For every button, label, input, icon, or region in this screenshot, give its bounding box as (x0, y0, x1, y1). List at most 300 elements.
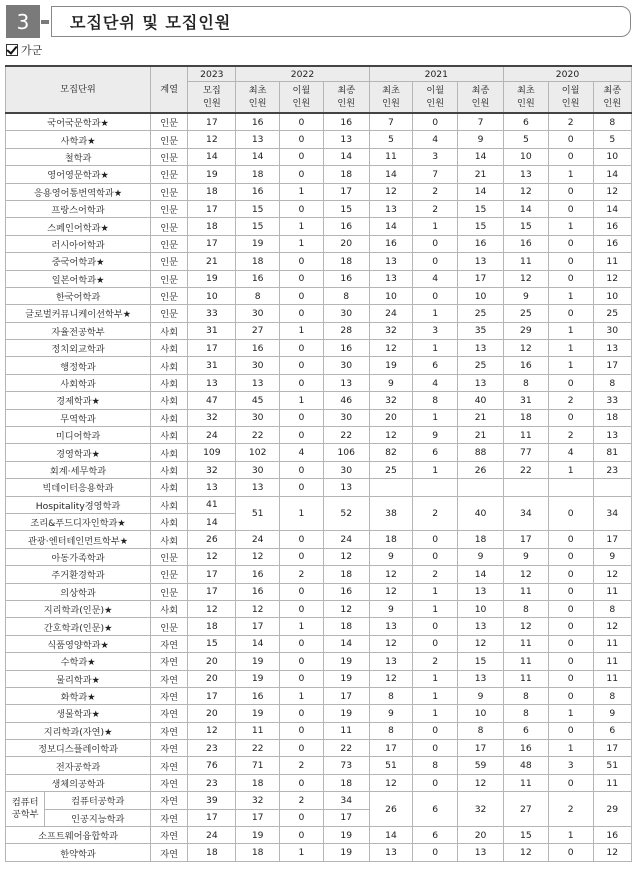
field-cell: 사회 (151, 357, 188, 374)
header-2020-carry: 이월 인원 (548, 82, 593, 114)
value-cell: 25 (593, 305, 631, 322)
value-cell: 12 (369, 774, 413, 791)
value-cell: 39 (188, 792, 236, 809)
value-cell: 18 (236, 774, 280, 791)
header-year-2021: 2021 (369, 66, 503, 82)
field-cell: 인문 (151, 183, 188, 200)
value-cell: 12 (369, 183, 413, 200)
value-cell: 8 (458, 722, 504, 739)
value-cell: 9 (458, 548, 504, 565)
value-cell: 22 (236, 740, 280, 757)
value-cell: 33 (593, 392, 631, 409)
value-cell: 1 (413, 670, 458, 687)
value-cell: 2 (280, 566, 324, 583)
value-cell: 16 (323, 270, 369, 287)
table-row (6, 253, 632, 270)
value-cell: 9 (369, 548, 413, 565)
value-cell: 13 (369, 618, 413, 635)
value-cell: 81 (593, 444, 631, 461)
value-cell: 21 (458, 427, 504, 444)
table-row (6, 374, 632, 391)
unit-cell: 경영학과★ (6, 444, 151, 461)
field-cell: 인문 (151, 548, 188, 565)
value-cell: 13 (458, 583, 504, 600)
value-cell: 32 (188, 409, 236, 426)
value-cell: 6 (413, 792, 458, 827)
value-cell: 13 (458, 253, 504, 270)
value-cell: 17 (323, 809, 369, 826)
value-cell: 6 (503, 722, 548, 739)
value-cell (593, 479, 631, 496)
value-cell: 15 (458, 218, 504, 235)
value-cell: 11 (323, 722, 369, 739)
unit-cell: 간호학과(인문)★ (6, 618, 151, 635)
value-cell: 1 (548, 357, 593, 374)
value-cell: 0 (280, 253, 324, 270)
value-cell: 82 (369, 444, 413, 461)
value-cell: 16 (503, 357, 548, 374)
value-cell: 19 (369, 357, 413, 374)
value-cell: 17 (188, 113, 236, 131)
table-row (6, 392, 632, 409)
value-cell: 106 (323, 444, 369, 461)
field-cell: 자연 (151, 740, 188, 757)
value-cell: 10 (188, 287, 236, 304)
unit-cell: 물리학과★ (6, 670, 151, 687)
value-cell: 0 (413, 774, 458, 791)
value-cell: 10 (593, 148, 631, 165)
value-cell: 19 (236, 705, 280, 722)
value-cell: 0 (413, 235, 458, 252)
value-cell (369, 479, 413, 496)
table-row (6, 357, 632, 374)
value-cell: 8 (503, 374, 548, 391)
value-cell: 12 (593, 183, 631, 200)
value-cell: 2 (548, 392, 593, 409)
value-cell: 9 (503, 287, 548, 304)
table-row (6, 792, 632, 809)
value-cell: 16 (323, 583, 369, 600)
value-cell: 0 (413, 548, 458, 565)
value-cell: 16 (323, 340, 369, 357)
table-row (6, 461, 632, 478)
table-row (6, 740, 632, 757)
value-cell: 17 (593, 531, 631, 548)
header-2021-carry: 이월 인원 (413, 82, 458, 114)
value-cell: 38 (369, 496, 413, 531)
value-cell: 1 (548, 705, 593, 722)
value-cell: 11 (503, 253, 548, 270)
unit-cell: 생체의공학과 (6, 774, 151, 791)
field-cell: 자연 (151, 757, 188, 774)
value-cell: 8 (593, 687, 631, 704)
value-cell: 15 (458, 200, 504, 217)
unit-cell: 자율전공학부 (6, 322, 151, 339)
value-cell: 8 (503, 687, 548, 704)
value-cell: 18 (369, 531, 413, 548)
value-cell: 0 (280, 200, 324, 217)
value-cell: 0 (548, 618, 593, 635)
section-title-box (51, 6, 631, 37)
unit-cell: 화학과★ (6, 687, 151, 704)
value-cell: 12 (188, 548, 236, 565)
value-cell: 0 (280, 600, 324, 617)
table-row (6, 583, 632, 600)
value-cell: 26 (458, 461, 504, 478)
table-row (6, 566, 632, 583)
value-cell: 8 (593, 113, 631, 131)
value-cell: 18 (236, 844, 280, 861)
field-cell: 인문 (151, 253, 188, 270)
value-cell: 0 (413, 113, 458, 131)
value-cell: 0 (280, 166, 324, 183)
value-cell: 18 (323, 253, 369, 270)
value-cell: 2 (413, 566, 458, 583)
value-cell: 0 (548, 844, 593, 861)
value-cell: 13 (458, 670, 504, 687)
value-cell: 29 (503, 322, 548, 339)
field-cell: 인문 (151, 618, 188, 635)
value-cell: 17 (188, 566, 236, 583)
value-cell: 0 (280, 113, 324, 131)
table-row (6, 844, 632, 861)
value-cell: 17 (458, 740, 504, 757)
field-cell: 인문 (151, 566, 188, 583)
value-cell: 1 (548, 827, 593, 844)
value-cell: 14 (369, 827, 413, 844)
unit-cell: 한국어학과 (6, 287, 151, 304)
field-cell: 사회 (151, 479, 188, 496)
value-cell: 12 (369, 583, 413, 600)
value-cell: 0 (280, 287, 324, 304)
value-cell: 0 (548, 687, 593, 704)
value-cell: 15 (458, 653, 504, 670)
value-cell: 12 (503, 566, 548, 583)
value-cell: 18 (188, 218, 236, 235)
value-cell: 17 (593, 357, 631, 374)
value-cell: 51 (593, 757, 631, 774)
field-cell: 인문 (151, 148, 188, 165)
unit-cell: 응용영어통번역학과★ (6, 183, 151, 200)
value-cell: 18 (188, 183, 236, 200)
value-cell: 18 (503, 409, 548, 426)
value-cell: 12 (236, 600, 280, 617)
value-cell: 19 (323, 653, 369, 670)
value-cell: 20 (188, 653, 236, 670)
value-cell: 8 (503, 600, 548, 617)
unit-cell: 주거환경학과 (6, 566, 151, 583)
header-year-2022: 2022 (236, 66, 369, 82)
value-cell: 0 (548, 531, 593, 548)
value-cell: 3 (413, 322, 458, 339)
field-cell: 인문 (151, 113, 188, 131)
value-cell: 14 (188, 148, 236, 165)
unit-cell: 회계·세무학과 (6, 461, 151, 478)
value-cell: 30 (593, 322, 631, 339)
value-cell: 13 (369, 270, 413, 287)
unit-cell: 관광·엔터테인먼트학부★ (6, 531, 151, 548)
value-cell: 3 (413, 148, 458, 165)
header-2022-final: 최종 인원 (323, 82, 369, 114)
value-cell: 13 (458, 618, 504, 635)
value-cell: 13 (369, 253, 413, 270)
value-cell: 1 (280, 496, 324, 531)
value-cell: 13 (458, 340, 504, 357)
value-cell: 10 (458, 287, 504, 304)
value-cell: 11 (369, 148, 413, 165)
value-cell: 35 (458, 322, 504, 339)
table-row (6, 235, 632, 252)
value-cell: 30 (323, 357, 369, 374)
field-cell: 사회 (151, 461, 188, 478)
value-cell: 25 (369, 461, 413, 478)
value-cell: 4 (413, 270, 458, 287)
value-cell: 1 (280, 618, 324, 635)
value-cell: 1 (280, 218, 324, 235)
value-cell: 20 (323, 235, 369, 252)
field-cell: 사회 (151, 496, 188, 513)
group-cell: 컴퓨터 공학부 (6, 792, 45, 827)
value-cell: 2 (548, 113, 593, 131)
value-cell: 0 (280, 357, 324, 374)
unit-cell: 수학과★ (6, 653, 151, 670)
value-cell: 17 (323, 687, 369, 704)
value-cell: 14 (593, 166, 631, 183)
value-cell: 16 (323, 113, 369, 131)
header-2022-carry: 이월 인원 (280, 82, 324, 114)
header-year-2023: 2023 (188, 66, 236, 82)
value-cell: 20 (458, 827, 504, 844)
table-row (6, 827, 632, 844)
table-row (6, 166, 632, 183)
value-cell: 14 (236, 148, 280, 165)
value-cell: 40 (458, 496, 504, 531)
value-cell: 2 (413, 183, 458, 200)
header-row-years (6, 66, 632, 82)
field-cell: 자연 (151, 653, 188, 670)
value-cell: 20 (188, 705, 236, 722)
value-cell: 77 (503, 444, 548, 461)
value-cell: 22 (236, 427, 280, 444)
value-cell: 12 (369, 670, 413, 687)
header-unit: 모집단위 (6, 66, 151, 113)
value-cell: 27 (236, 322, 280, 339)
value-cell: 0 (280, 461, 324, 478)
unit-cell: 빅데이터응용학과 (6, 479, 151, 496)
value-cell: 9 (593, 705, 631, 722)
field-cell: 사회 (151, 409, 188, 426)
value-cell: 1 (280, 392, 324, 409)
value-cell: 102 (236, 444, 280, 461)
table-row (6, 148, 632, 165)
value-cell: 11 (593, 653, 631, 670)
table-row (6, 635, 632, 652)
value-cell: 16 (236, 113, 280, 131)
table-row (6, 218, 632, 235)
value-cell: 8 (413, 757, 458, 774)
header-2021-initial: 최초 인원 (369, 82, 413, 114)
value-cell: 9 (369, 600, 413, 617)
value-cell: 0 (548, 131, 593, 148)
value-cell: 45 (236, 392, 280, 409)
value-cell: 10 (458, 600, 504, 617)
unit-cell: 정보디스플레이학과 (6, 740, 151, 757)
value-cell: 12 (236, 548, 280, 565)
value-cell: 2 (413, 496, 458, 531)
unit-cell: 영어영문학과★ (6, 166, 151, 183)
value-cell: 18 (323, 166, 369, 183)
value-cell: 30 (236, 357, 280, 374)
table-row (6, 322, 632, 339)
value-cell: 25 (458, 305, 504, 322)
value-cell: 1 (548, 166, 593, 183)
value-cell: 25 (503, 305, 548, 322)
value-cell: 0 (280, 774, 324, 791)
value-cell: 11 (236, 722, 280, 739)
value-cell: 6 (413, 827, 458, 844)
value-cell: 31 (188, 357, 236, 374)
value-cell: 31 (188, 322, 236, 339)
field-cell: 인문 (151, 218, 188, 235)
value-cell: 4 (413, 131, 458, 148)
value-cell: 14 (369, 218, 413, 235)
value-cell: 16 (503, 740, 548, 757)
value-cell: 0 (280, 722, 324, 739)
value-cell: 13 (323, 479, 369, 496)
unit-cell: 한약학과 (6, 844, 151, 861)
value-cell: 0 (548, 722, 593, 739)
value-cell: 26 (369, 792, 413, 827)
table-row (6, 774, 632, 791)
value-cell: 6 (593, 722, 631, 739)
value-cell: 23 (188, 740, 236, 757)
field-cell: 인문 (151, 131, 188, 148)
value-cell: 14 (458, 183, 504, 200)
value-cell: 1 (280, 687, 324, 704)
value-cell: 14 (369, 166, 413, 183)
value-cell (548, 479, 593, 496)
value-cell: 71 (236, 757, 280, 774)
value-cell: 9 (458, 687, 504, 704)
value-cell: 0 (413, 722, 458, 739)
value-cell: 12 (593, 270, 631, 287)
value-cell: 7 (369, 113, 413, 131)
header-2022-initial: 최초 인원 (236, 82, 280, 114)
value-cell: 11 (593, 670, 631, 687)
value-cell: 24 (369, 305, 413, 322)
value-cell: 5 (593, 131, 631, 148)
value-cell: 0 (548, 409, 593, 426)
table-row (6, 113, 632, 131)
value-cell: 0 (548, 653, 593, 670)
value-cell: 0 (280, 427, 324, 444)
value-cell: 32 (369, 322, 413, 339)
field-cell: 자연 (151, 792, 188, 809)
table-row (6, 287, 632, 304)
field-cell: 인문 (151, 235, 188, 252)
value-cell: 10 (369, 287, 413, 304)
value-cell: 0 (413, 740, 458, 757)
value-cell: 0 (280, 740, 324, 757)
value-cell: 1 (413, 461, 458, 478)
value-cell: 30 (236, 409, 280, 426)
value-cell: 1 (548, 740, 593, 757)
value-cell: 18 (188, 618, 236, 635)
value-cell: 11 (593, 583, 631, 600)
value-cell: 0 (548, 253, 593, 270)
value-cell: 41 (188, 496, 236, 513)
value-cell: 14 (503, 200, 548, 217)
group-note-label: 가군 (21, 44, 43, 57)
value-cell: 8 (369, 722, 413, 739)
value-cell: 0 (413, 531, 458, 548)
value-cell: 11 (503, 653, 548, 670)
value-cell: 14 (323, 148, 369, 165)
value-cell: 19 (188, 270, 236, 287)
value-cell: 11 (503, 670, 548, 687)
value-cell: 0 (280, 548, 324, 565)
value-cell: 13 (593, 340, 631, 357)
field-cell: 인문 (151, 166, 188, 183)
value-cell: 0 (280, 809, 324, 826)
value-cell: 21 (188, 253, 236, 270)
unit-cell: 러시아어학과 (6, 235, 151, 252)
unit-cell: 행정학과 (6, 357, 151, 374)
unit-cell: 전자공학과 (6, 757, 151, 774)
header-year-2020: 2020 (503, 66, 631, 82)
value-cell: 34 (503, 496, 548, 531)
field-cell: 사회 (151, 374, 188, 391)
value-cell: 0 (548, 774, 593, 791)
value-cell: 22 (323, 427, 369, 444)
value-cell: 19 (236, 653, 280, 670)
unit-cell: 컴퓨터공학과 (45, 792, 151, 809)
value-cell: 1 (413, 583, 458, 600)
value-cell: 21 (458, 409, 504, 426)
value-cell: 1 (413, 340, 458, 357)
table-row (6, 722, 632, 739)
value-cell: 6 (413, 444, 458, 461)
value-cell: 2 (413, 200, 458, 217)
value-cell: 23 (188, 774, 236, 791)
value-cell: 52 (323, 496, 369, 531)
value-cell: 7 (458, 113, 504, 131)
value-cell: 2 (280, 757, 324, 774)
value-cell: 19 (236, 827, 280, 844)
value-cell: 1 (548, 287, 593, 304)
value-cell: 8 (369, 687, 413, 704)
value-cell: 12 (369, 635, 413, 652)
value-cell: 9 (369, 705, 413, 722)
value-cell: 0 (548, 235, 593, 252)
field-cell: 인문 (151, 583, 188, 600)
value-cell: 13 (369, 653, 413, 670)
value-cell: 16 (236, 687, 280, 704)
value-cell: 30 (236, 305, 280, 322)
value-cell: 12 (593, 566, 631, 583)
value-cell: 1 (413, 600, 458, 617)
value-cell: 32 (458, 792, 504, 827)
value-cell: 1 (280, 322, 324, 339)
value-cell: 6 (503, 113, 548, 131)
value-cell: 1 (280, 235, 324, 252)
header-connector (41, 20, 49, 24)
value-cell: 0 (280, 340, 324, 357)
unit-cell: 소프트웨어융합학과 (6, 827, 151, 844)
value-cell: 20 (369, 409, 413, 426)
value-cell: 12 (503, 270, 548, 287)
value-cell: 9 (413, 427, 458, 444)
